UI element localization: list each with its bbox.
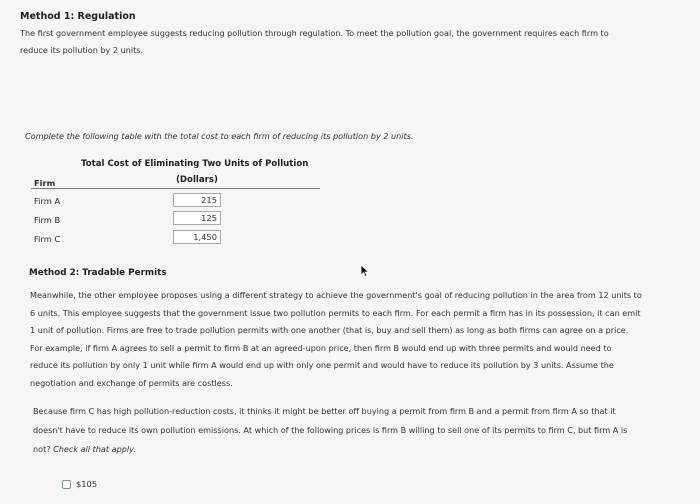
question-text: not? xyxy=(33,444,54,454)
option-label[interactable]: $105 xyxy=(76,479,98,489)
firm-c-cost-input[interactable]: 1,450 xyxy=(173,230,221,244)
question-line xyxy=(33,440,627,459)
firm-a-cost-input[interactable]: 215 xyxy=(173,193,221,207)
method2-line: 1 unit of pollution. Firms are free to trade pollution permits with one another (that is, buy and sell them) as long as both firms can agree on a price. xyxy=(30,325,629,336)
table-row-label: Firm A xyxy=(34,196,61,206)
method2-line: Meanwhile, the other employee proposes using a different strategy to achieve the government's goal of reducing pollution in the area from 12 units to xyxy=(30,290,642,300)
table-title: Total Cost of Eliminating Two Units of Pollution xyxy=(81,159,309,169)
method1-line: reduce its pollution by 2 units. xyxy=(20,45,144,56)
mouse-pointer-icon xyxy=(360,264,370,278)
option-checkbox[interactable] xyxy=(62,480,71,489)
question-paragraph xyxy=(33,402,627,459)
method2-line: For example, if firm A agrees to sell a permit to firm B at an agreed-upon price, then firm B would end up with three permits and would need to xyxy=(30,342,612,353)
table-column-header-firm: Firm xyxy=(34,178,56,188)
table-row-label: Firm B xyxy=(34,215,61,225)
method2-line: negotiation and exchange of permits are costless. xyxy=(30,377,233,388)
method1-paragraph xyxy=(20,25,609,59)
method2-paragraph xyxy=(30,287,642,393)
method1-heading: Method 1: Regulation xyxy=(20,11,136,22)
table-instruction: Complete the following table with the total cost to each firm of reducing its pollution by 2 units. xyxy=(25,131,414,141)
table-header-rule xyxy=(31,188,320,189)
firm-b-cost-input[interactable]: 125 xyxy=(173,211,221,225)
question-line: Because firm C has high pollution-reduction costs, it thinks it might be better off buying a permit from firm B and a permit from firm A so that it xyxy=(33,406,616,416)
method1-line: The first government employee suggests reducing pollution through regulation. To meet the pollution goal, the government requires each firm to xyxy=(20,28,609,38)
question-line: doesn't have to reduce its own pollution emissions. At which of the following prices is firm B willing to sell one of its permits to firm C, but firm A is xyxy=(33,425,628,435)
table-title-units: (Dollars) xyxy=(176,175,218,185)
question-instruction: Check all that apply. xyxy=(53,444,136,454)
method2-heading: Method 2: Tradable Permits xyxy=(29,268,167,278)
method2-line: 6 units. This employee suggests that the government issue two pollution permits to each firm. For each permit a firm has in its possession, it can emit xyxy=(30,307,641,318)
table-row-label: Firm C xyxy=(34,234,61,244)
method2-line: reduce its pollution by only 1 unit while firm A would end up with only one permit and would have to reduce its pollution by 3 units. Assume the xyxy=(30,360,614,371)
